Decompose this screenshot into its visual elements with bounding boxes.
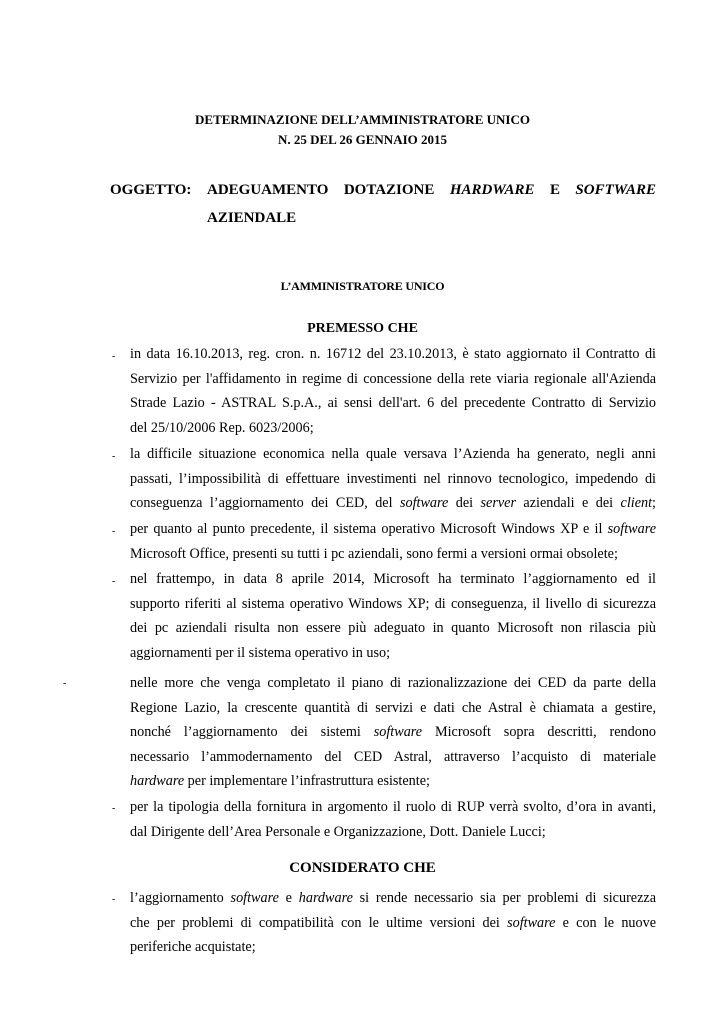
header-number-date: N. 25 DEL 26 GENNAIO 2015 bbox=[277, 132, 448, 147]
text-run: e bbox=[278, 890, 299, 906]
item-line: periferiche acquistate; bbox=[130, 939, 256, 955]
text-run: Microsoft sopra descritti, rendono bbox=[422, 724, 657, 740]
list-item bbox=[130, 442, 656, 516]
bullet-dash: - bbox=[112, 894, 116, 905]
item-line bbox=[130, 769, 656, 794]
text-run: dei bbox=[448, 495, 481, 511]
text-run: nonché l’aggiornamento dei sistemi bbox=[130, 724, 374, 740]
italic-run: software bbox=[373, 724, 423, 740]
subject-line-1 bbox=[207, 176, 656, 204]
item-line: in data 16.10.2013, reg. cron. n. 16712 del 23.10.2013, è stato aggiornato il Contratto di bbox=[130, 346, 656, 362]
text-run: per quanto al punto precedente, il sistema operativo Microsoft Windows XP e il bbox=[130, 521, 608, 537]
admin-heading: L’AMMINISTRATORE UNICO bbox=[280, 279, 445, 293]
text-run: si rende necessario sia per problemi di sicurezza bbox=[352, 890, 656, 906]
italic-run: software bbox=[507, 914, 556, 931]
header-title: DETERMINAZIONE DELL’AMMINISTRATORE UNICO bbox=[195, 112, 530, 127]
item-line: del 25/10/2006 Rep. 6023/2006; bbox=[130, 419, 314, 436]
subject-software: SOFTWARE bbox=[575, 182, 656, 198]
italic-run: client bbox=[620, 495, 653, 511]
item-line: Servizio per l'affidamento in regime di concessione della rete viaria regionale all'Azienda bbox=[130, 370, 656, 387]
list-item bbox=[130, 517, 656, 566]
considerato-heading: CONSIDERATO CHE bbox=[289, 860, 436, 876]
subject-label: OGGETTO: bbox=[110, 182, 192, 198]
item-line: dei pc aziendali risulta non essere più adeguato in quanto Microsoft non rilascia più bbox=[130, 620, 656, 636]
italic-run: hardware bbox=[298, 890, 353, 906]
item-line: passati, l’impossibilità di effettuare investimenti nel rinnovo tecnologico, impedendo di bbox=[130, 470, 656, 487]
item-line: Regione Lazio, la crescente quantità di servizi e dati che Astral è chiamata a gestire, bbox=[130, 699, 656, 716]
item-line: la difficile situazione economica nella quale versava l’Azienda ha generato, negli anni bbox=[130, 446, 656, 462]
item-line: supporto riferiti al sistema operativo Windows XP; di conseguenza, il livello di sicurezza bbox=[130, 595, 656, 612]
subject-block bbox=[110, 176, 656, 232]
bullet-dash: - bbox=[112, 451, 116, 462]
item-line bbox=[130, 491, 656, 516]
text-run: l’aggiornamento bbox=[130, 890, 231, 906]
list-item bbox=[130, 342, 656, 440]
item-line bbox=[130, 517, 656, 542]
text-run: conseguenza l’aggiornamento dei CED, del bbox=[130, 495, 400, 511]
list-item bbox=[130, 567, 656, 665]
bullet-dash: - bbox=[63, 678, 67, 689]
bullet-dash: - bbox=[112, 803, 116, 814]
item-line: per la tipologia della fornitura in argomento il ruolo di RUP verrà svolto, d’ora in avanti, bbox=[130, 799, 656, 815]
item-line: dal Dirigente dell’Area Personale e Organizzazione, Dott. Daniele Lucci; bbox=[130, 823, 546, 840]
item-line: nelle more che venga completato il piano di razionalizzazione dei CED da parte della bbox=[130, 675, 656, 691]
item-line: Microsoft Office, presenti su tutti i pc aziendali, sono fermi a versioni ormai obsolete; bbox=[130, 545, 618, 562]
italic-run: software bbox=[399, 495, 449, 511]
text-run: aziendali e dei bbox=[515, 495, 621, 511]
item-line: Strade Lazio - ASTRAL S.p.A., ai sensi dell'art. 6 del precedente Contratto di Servizio bbox=[130, 395, 656, 411]
italic-run: software bbox=[230, 890, 279, 906]
list-item bbox=[130, 671, 656, 794]
text-run: che per problemi di compatibilità con le ultime versioni dei bbox=[130, 914, 508, 931]
subject-and: E bbox=[534, 182, 576, 198]
subject-text: ADEGUAMENTO DOTAZIONE bbox=[207, 182, 450, 198]
italic-run: server bbox=[480, 495, 516, 511]
item-line: nel frattempo, in data 8 aprile 2014, Microsoft ha terminato l’aggiornamento ed il bbox=[130, 571, 656, 587]
item-line bbox=[130, 720, 656, 745]
bullet-dash: - bbox=[112, 351, 116, 362]
list-item bbox=[130, 795, 656, 844]
item-line bbox=[130, 886, 656, 911]
italic-run: hardware bbox=[130, 773, 185, 789]
bullet-dash: - bbox=[112, 576, 116, 587]
italic-run: software bbox=[607, 521, 656, 537]
item-line: aggiornamenti per il sistema operativo in uso; bbox=[130, 644, 391, 661]
item-line bbox=[130, 911, 656, 936]
list-item bbox=[130, 886, 656, 960]
document-header bbox=[0, 110, 725, 150]
subject-line-2: AZIENDALE bbox=[207, 210, 297, 226]
premesso-heading: PREMESSO CHE bbox=[307, 321, 418, 336]
text-run: e con le nuove bbox=[555, 914, 656, 931]
text-run: per implementare l’infrastruttura esistente; bbox=[184, 773, 430, 789]
item-line: necessario l’ammodernamento del CED Astral, attraverso l’acquisto di materiale bbox=[130, 748, 656, 765]
subject-hardware: HARDWARE bbox=[449, 182, 535, 198]
text-run: ; bbox=[652, 495, 656, 511]
bullet-dash: - bbox=[112, 526, 116, 537]
